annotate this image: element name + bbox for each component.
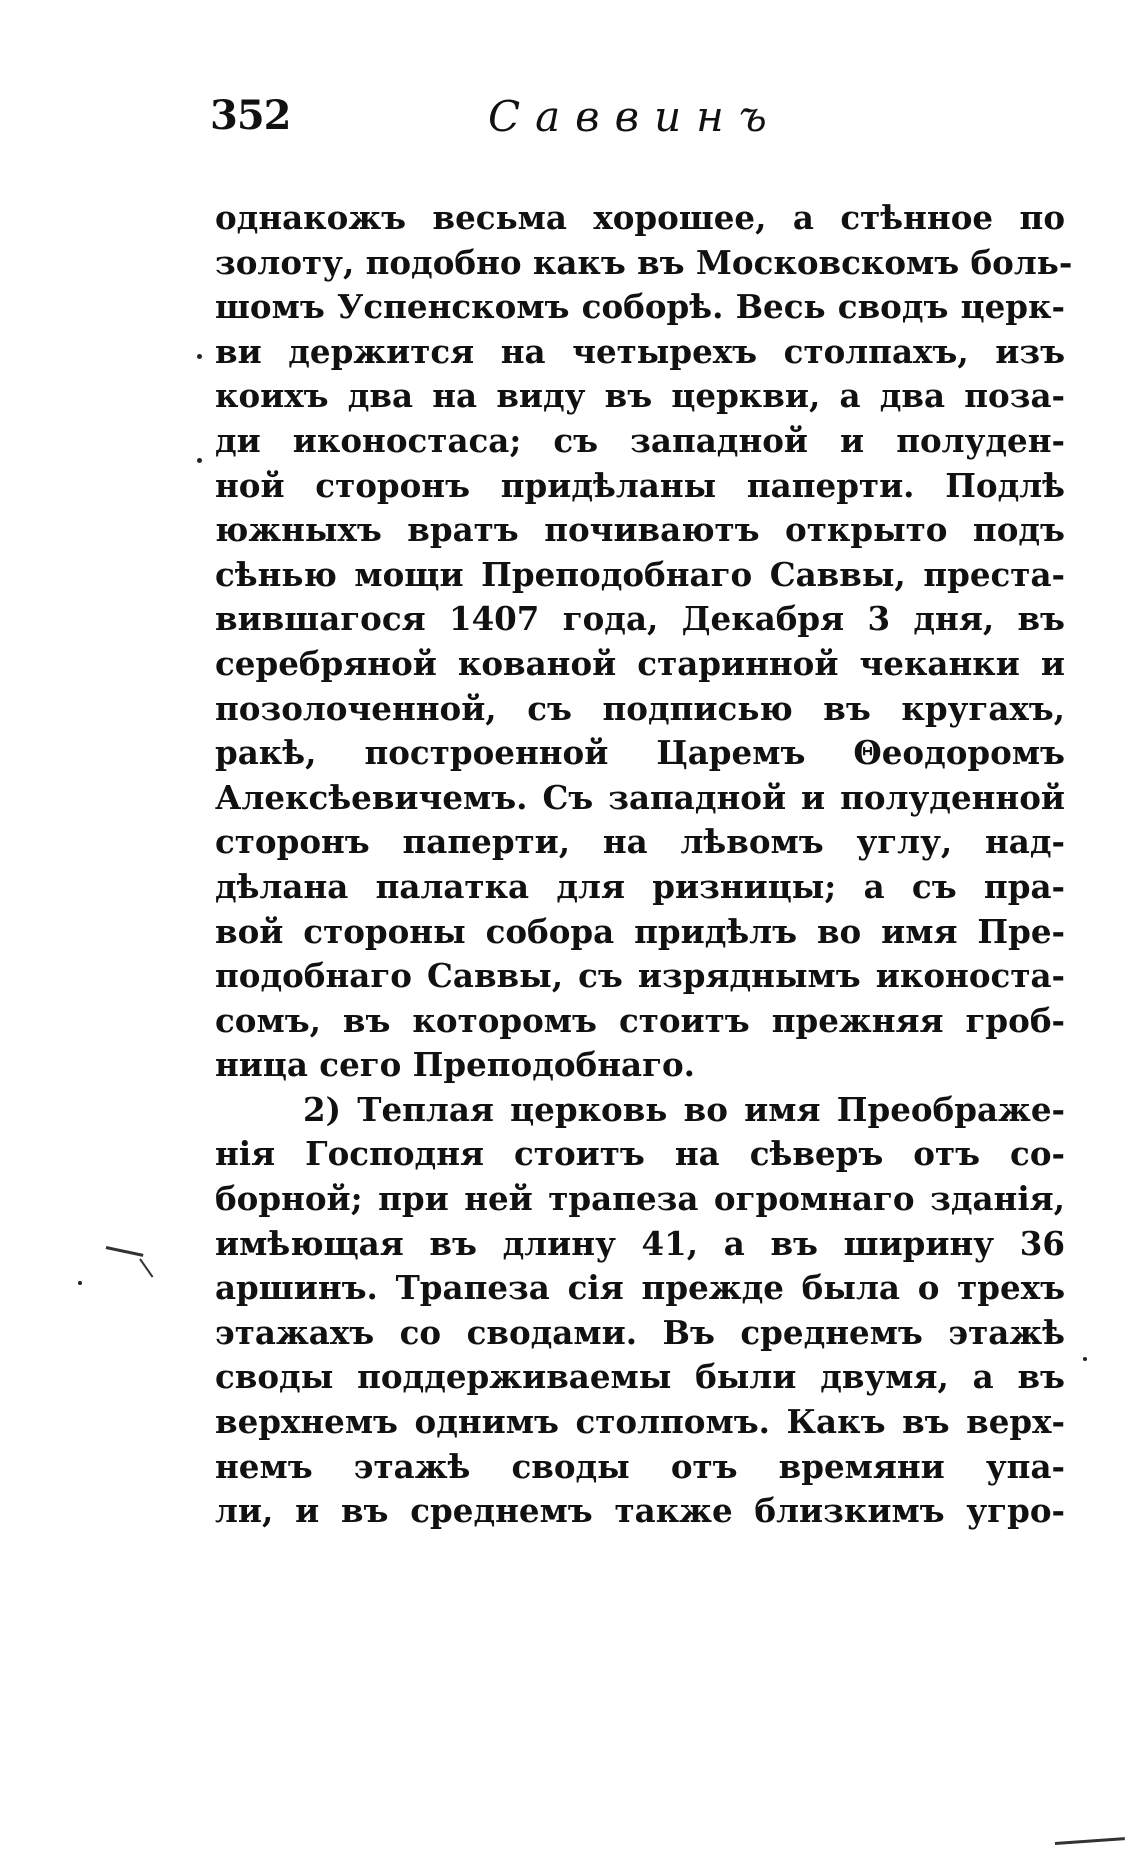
text-line: аршинъ. Трапеза сія прежде была о трехъ <box>215 1268 1065 1308</box>
text-line: ли, и въ среднемъ также близкимъ угро- <box>215 1491 1065 1531</box>
text-line: серебряной кованой старинной чеканки и <box>215 643 1065 683</box>
scan-mark <box>106 1246 144 1257</box>
scan-mark <box>1055 1837 1125 1845</box>
text-line: шомъ Успенскомъ соборѣ. Весь сводъ церк- <box>215 287 1065 327</box>
text-line: этажахъ со сводами. Въ среднемъ этажѣ <box>215 1312 1065 1352</box>
text-line: имѣющая въ длину 41, а въ ширину 36 <box>215 1223 1065 1263</box>
text-line: ракѣ, построенной Царемъ Θеодоромъ <box>215 733 1065 773</box>
text-line: сомъ, въ которомъ стоитъ прежняя гроб- <box>215 1000 1065 1040</box>
scan-speck <box>1083 1357 1087 1361</box>
body-text <box>215 196 1073 1534</box>
text-line: 2) Теплая церковь во имя Преображе- <box>303 1089 1065 1129</box>
text-line: верхнемъ однимъ столпомъ. Какъ въ верх- <box>215 1402 1065 1442</box>
text-line: ной сторонъ придѣланы паперти. Подлѣ <box>215 465 1065 505</box>
text-line: ди иконостаса; съ западной и полуден- <box>215 420 1065 460</box>
scan-speck <box>197 354 202 359</box>
scan-mark <box>139 1258 153 1277</box>
text-line: нія Господня стоитъ на сѣверъ отъ со- <box>215 1134 1065 1174</box>
text-line: вой стороны собора придѣлъ во имя Пре- <box>215 911 1065 951</box>
text-line: подобнаго Саввы, съ изряднымъ иконоста- <box>215 956 1065 996</box>
text-line: ница сего Преподобнаго. <box>215 1045 695 1085</box>
text-line: немъ этажѣ своды отъ времяни упа- <box>215 1446 1065 1486</box>
page-header <box>210 92 1050 152</box>
text-line: борной; при ней трапеза огромнаго зданія, <box>215 1179 1065 1219</box>
text-line: Алексѣевичемъ. Съ западной и полуденной <box>215 777 1065 817</box>
page-number: 352 <box>210 92 291 139</box>
text-line: коихъ два на виду въ церкви, а два поза- <box>215 376 1065 416</box>
text-line: золоту, подобно какъ въ Московскомъ боль- <box>215 242 1073 282</box>
text-line: дѣлана палатка для ризницы; а съ пра- <box>215 866 1065 906</box>
scan-speck <box>197 458 202 463</box>
text-line: своды поддерживаемы были двумя, а въ <box>215 1357 1065 1397</box>
text-line: сѣнью мощи Преподобнаго Саввы, преста- <box>215 554 1065 594</box>
text-line: позолоченной, съ подписью въ кругахъ, <box>215 688 1065 728</box>
text-line: вившагося 1407 года, Декабря 3 дня, въ <box>215 599 1065 639</box>
text-line: ви держится на четырехъ столпахъ, изъ <box>215 331 1065 371</box>
text-line: сторонъ паперти, на лѣвомъ углу, над- <box>215 822 1065 862</box>
text-line: южныхъ вратъ почиваютъ открыто подъ <box>215 510 1065 550</box>
text-line: однакожъ весьма хорошее, а стѣнное по <box>215 198 1065 237</box>
running-head: Саввинъ <box>488 92 782 141</box>
scan-speck <box>78 1281 82 1285</box>
